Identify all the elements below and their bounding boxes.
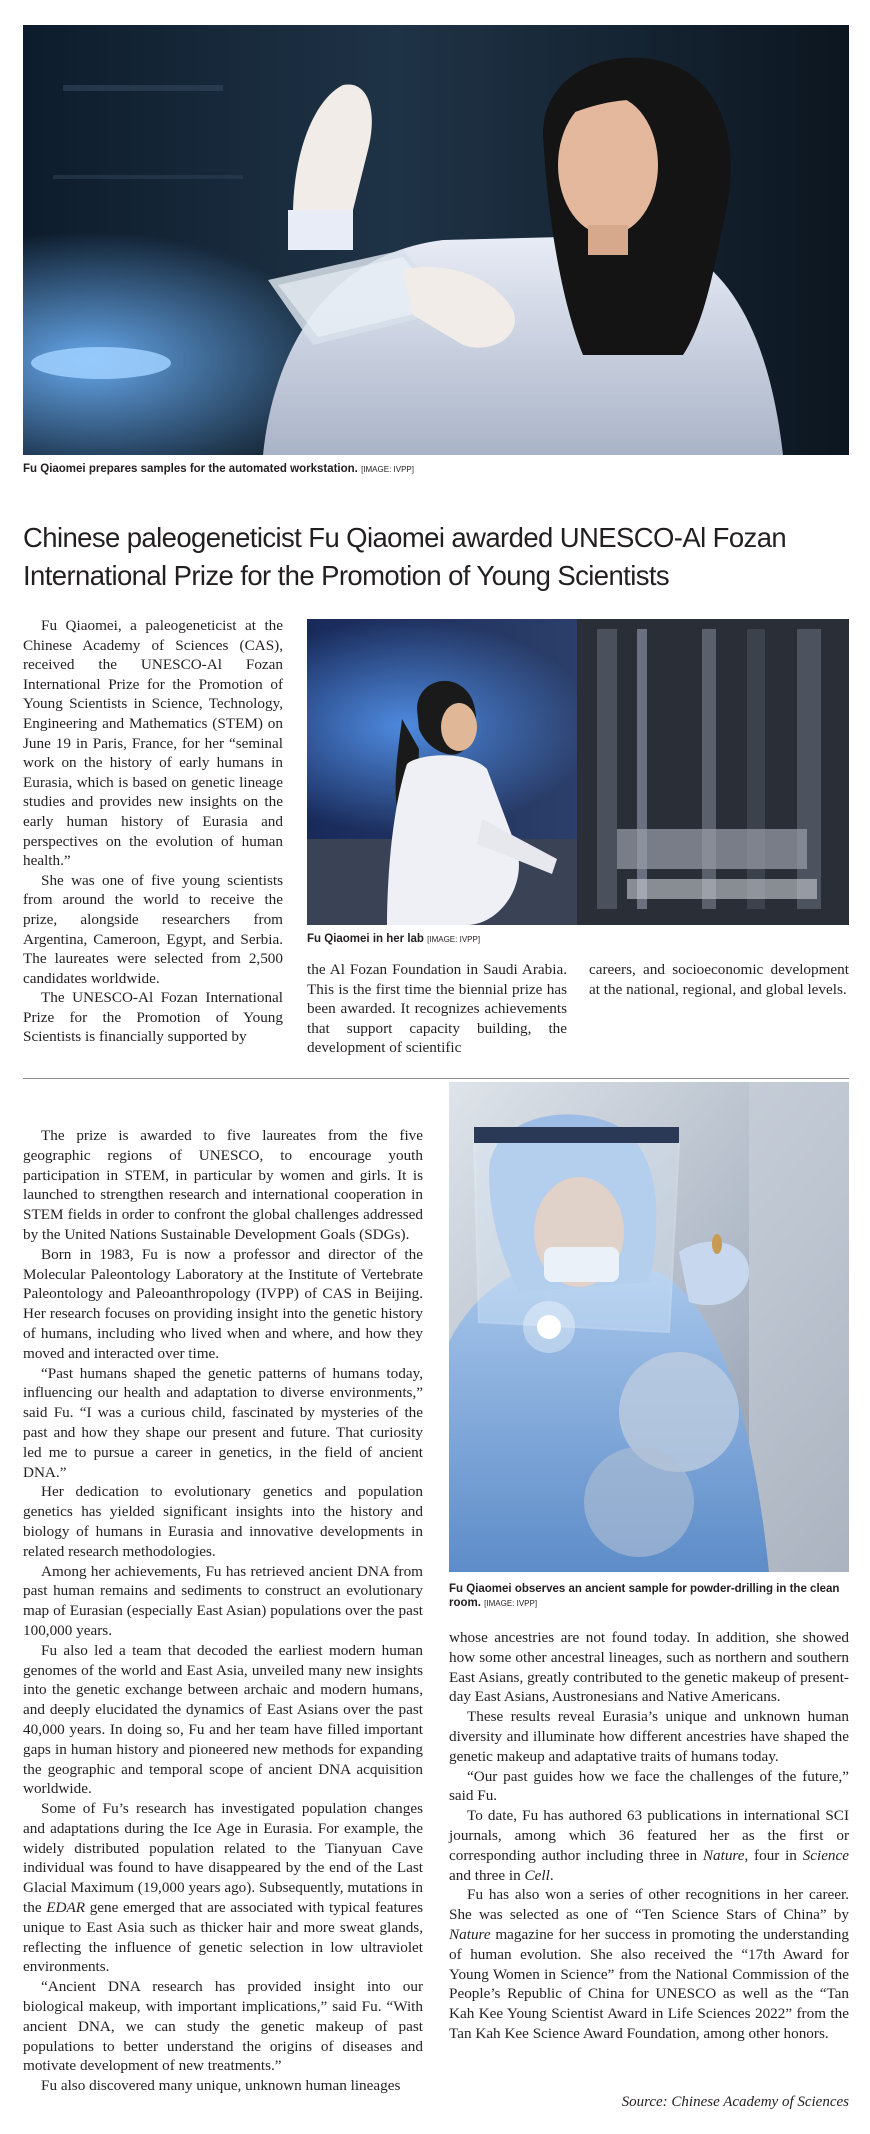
paragraph: Fu also led a team that decoded the earliest modern human genomes of the world and East Asia, unveiled many new insights into the genetic exchange between archaic and modern humans, and deeply elucidated the dynamics of East Asians over the past 40,000 years. In doing so, Fu and her team have filled important gaps in human history and pioneered new methods for expanding the geographic and temporal scope of ancient DNA acquisition worldwide.: [23, 1641, 423, 1798]
paragraph-text: and three in: [449, 1866, 521, 1884]
paragraph: Her dedication to evolutionary genetics and population genetics has yielded significant insights into the history and biology of humans in Eurasia and innovative developments in related research methodologies.: [23, 1483, 423, 1560]
body-column-2: [307, 960, 567, 1058]
paragraph: “Past humans shaped the genetic patterns of humans today, influencing our health and adaptation to diverse environments,” said Fu. “I was a curious child, fascinated by mysteries of the past and how they shape our present and future. That curiosity led me to pursue a career in genetics, in the field of ancient DNA.”: [23, 1364, 423, 1481]
paragraph: The UNESCO-Al Fozan International Prize for the Promotion of Young Scientists is financially supported by: [23, 989, 283, 1046]
paragraph-text: Some of Fu’s research has investigated population changes and adaptations during the Ice Age in Eurasia. For example, the widely distributed population related to the Tianyuan Cave individual was found to have disappeared by the end of the Last Glacial Maximum (19,000 years ago). Subsequently, mutations in the: [23, 1800, 423, 1917]
body-column-5: [449, 1628, 849, 2044]
photo-lab-illustration: [307, 619, 849, 925]
paragraph: Born in 1983, Fu is now a professor and director of the Molecular Paleontology Laboratory at the Institute of Vertebrate Paleontology and Paleoanthropology (IVPP) of CAS in Beijing. Her research focuses on providing insight into the genetic history of humans, including who lived when and where, and how they moved and interacted over time.: [23, 1245, 423, 1362]
caption-credit: [IMAGE: IVPP]: [427, 935, 481, 944]
photo-clean-room-illustration: [449, 1082, 849, 1572]
caption-text: Fu Qiaomei in her lab: [307, 933, 424, 945]
journal-name: Nature: [449, 1925, 491, 1943]
journal-name: Nature: [702, 1846, 745, 1864]
caption-text: Fu Qiaomei observes an ancient sample for powder-drilling in the clean room.: [449, 1583, 840, 1609]
paragraph: Fu also discovered many unique, unknown human lineages: [41, 2077, 401, 2095]
paragraph-text: gene emerged that are associated with typical features unique to East Asia such as thicker hair and more sweat glands, reflecting the influence of genetic selection in low ultraviolet environments.: [23, 1899, 424, 1976]
paragraph-text: .: [549, 1866, 554, 1884]
caption-text: Fu Qiaomei prepares samples for the automated workstation.: [23, 463, 358, 475]
caption-credit: [IMAGE: IVPP]: [361, 465, 414, 474]
paragraph: “Our past guides how we face the challenges of the future,” said Fu.: [449, 1767, 849, 1805]
article-source: Source: Chinese Academy of Sciences: [621, 2094, 849, 2110]
paragraph: [449, 1885, 849, 2043]
photo-sample-prep-illustration: [23, 25, 849, 455]
journal-name: Science: [802, 1846, 850, 1864]
paragraph: She was one of five young scientists from around the world to receive the prize, alongside researchers from Argentina, Cameroon, Egypt, and Serbia. The laureates were selected from 2,500 candidates worldwide.: [23, 871, 283, 987]
body-column-3: [589, 960, 849, 999]
gene-name: EDAR: [46, 1899, 86, 1917]
caption-clean-room-photo: [449, 1582, 849, 1611]
paragraph: [23, 1799, 423, 1977]
journal-name: Cell: [524, 1866, 550, 1884]
paragraph: These results reveal Eurasia’s unique and unknown human diversity and illuminate how different ancestries have shaped the genetic makeup and adaptative traits of humans today.: [449, 1708, 849, 1765]
paragraph: the Al Fozan Foundation in Saudi Arabia. This is the first time the biennial prize has been awarded. It recognizes achievements that support capacity building, the development of scientific: [307, 961, 567, 1057]
caption-top-photo: [23, 462, 849, 477]
body-column-4: [23, 1126, 423, 2096]
paragraph: whose ancestries are not found today. In addition, she showed how some other ancestral lineages, such as northern and southern East Asians, greatly contributed to the genetic makeup of present-day East Asians, Austronesians and Native Americans.: [449, 1629, 849, 1706]
paragraph: “Ancient DNA research has provided insight into our biological makeup, with important implications,” said Fu. “With ancient DNA, we can study the genetic makeup of past populations to better understand the origins of diseases and motivate development of new treatments.”: [23, 1978, 423, 2075]
paragraph: Fu Qiaomei, a paleogeneticist at the Chinese Academy of Sciences (CAS), received the UNESCO-Al Fozan International Prize for the Promotion of Young Scientists in Science, Technology, Engineering and Mathematics (STEM) on June 19 in Paris, France, for her “seminal work on the history of early humans in Eurasia, which is based on genetic lineage studies and provides new insights on the early human history of Eurasia and perspectives on the evolution of human health.”: [23, 617, 283, 870]
paragraph: Among her achievements, Fu has retrieved ancient DNA from past human remains and sediments to construct an evolutionary map of Eurasian (especially East Asian) populations over the past 100,000 years.: [23, 1562, 423, 1639]
section-divider: [23, 1078, 849, 1079]
paragraph-text: To date, Fu has authored 63 publications in international SCI journals, among which 36 featured her as the first or corresponding author including three in: [449, 1807, 849, 1864]
body-column-1: [23, 616, 283, 1047]
photo-clean-room: [449, 1082, 849, 1572]
paragraph-text: magazine for her success in promoting the understanding of human evolution. She also received the “17th Award for Young Women in Science” from the National Commission of the People’s Republic of China for UNESCO as well as the “Tan Kah Kee Young Scientist Award in Life Sciences 2022” from the Tan Kah Kee Science Award Foundation, among other honors.: [449, 1925, 849, 2042]
photo-lab: [307, 619, 849, 925]
paragraph: The prize is awarded to five laureates from the five geographic regions of UNESCO, to encourage youth participation in STEM, in particular by women and girls. It is launched to strengthen research and international cooperation in STEM fields in order to confront the global challenges addressed by the United Nations Sustainable Development Goals (SDGs).: [23, 1127, 423, 1243]
caption-credit: [IMAGE: IVPP]: [484, 1599, 538, 1608]
paragraph: careers, and socioeconomic development at the national, regional, and global levels.: [589, 961, 849, 998]
article-headline: Chinese paleogeneticist Fu Qiaomei awarded UNESCO-Al Fozan International Prize for the Promotion of Young Scientists: [23, 522, 787, 591]
paragraph: [449, 1806, 849, 1885]
paragraph-text: , four in: [744, 1846, 797, 1864]
photo-sample-prep: [23, 25, 849, 455]
caption-lab-photo: [307, 932, 849, 947]
paragraph-text: Fu has also won a series of other recognitions in her career. She was selected as one of “Ten Science Stars of China” by: [449, 1886, 849, 1924]
